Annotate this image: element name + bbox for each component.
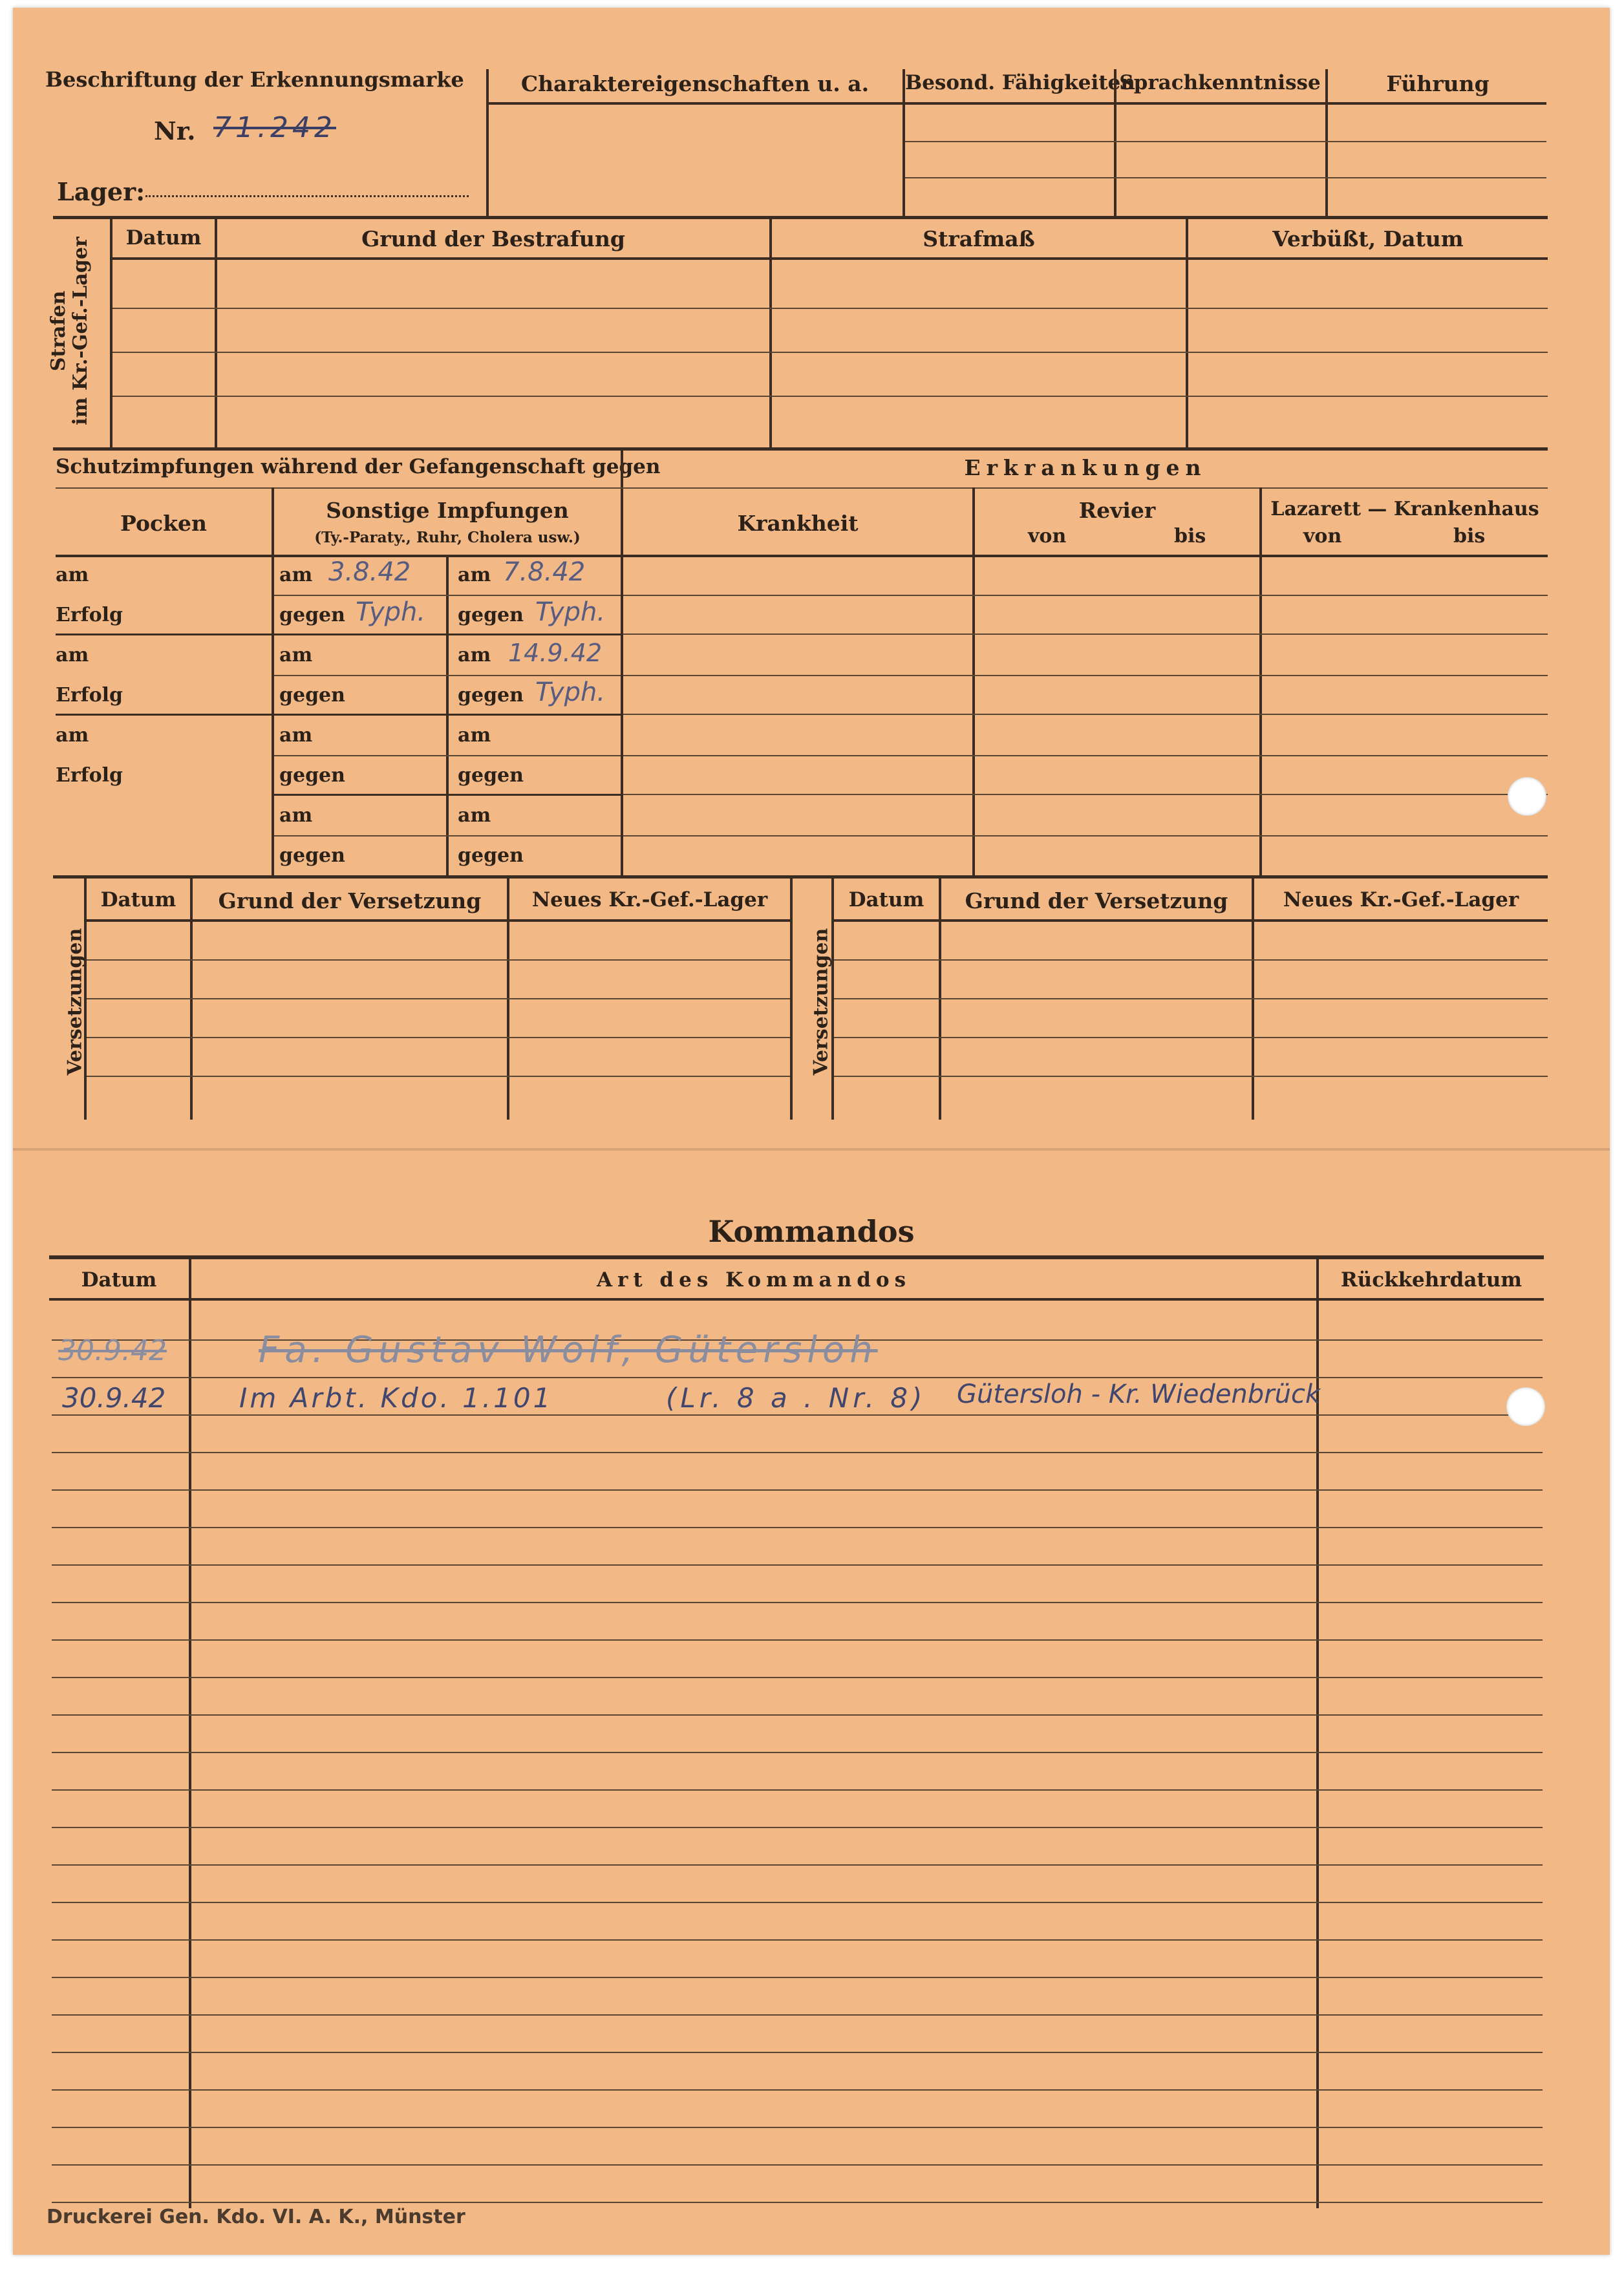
ruled-line — [52, 1977, 1543, 1978]
kommandos-art-header: Art des Kommandos — [596, 1268, 912, 1292]
ruled-line — [52, 1414, 1543, 1416]
ruled-line — [52, 1452, 1543, 1453]
impf-l-gegen-1: gegen — [279, 604, 345, 626]
ruled-line — [52, 2014, 1543, 2016]
ruled-line — [52, 1789, 1543, 1791]
strafen-grund-header: Grund der Bestrafung — [361, 226, 625, 251]
pocken-am-2: am — [56, 644, 89, 666]
ruled-line — [52, 1489, 1543, 1491]
impf-r-gegen-1: gegen — [458, 604, 524, 626]
versetzungen-side-label-left: Versetzungen — [63, 928, 87, 1076]
ruled-line — [52, 1602, 1543, 1603]
revier-header: Revier — [1078, 498, 1156, 523]
impf-r-type-2: Typh. — [535, 677, 606, 707]
faehigkeiten-header: Besond. Fähigkeiten — [905, 71, 1135, 94]
vers-lager-left: Neues Kr.-Gef.-Lager — [531, 888, 768, 911]
impf-r-date-2: 14.9.42 — [508, 639, 603, 667]
tag-nr-value: 71.242 — [213, 111, 336, 144]
kommando-row-2-art-place: Gütersloh - Kr. Wiedenbrück — [957, 1380, 1321, 1409]
punch-hole-lower — [1506, 1387, 1545, 1426]
impf-l-am-1: am — [279, 564, 313, 586]
printer-imprint: Druckerei Gen. Kdo. VI. A. K., Münster — [47, 2206, 465, 2228]
ruled-line — [52, 1939, 1543, 1941]
impf-r-gegen-4: gegen — [458, 844, 524, 867]
impf-r-am-3: am — [458, 724, 491, 747]
sprachen-header: Sprachkenntnisse — [1119, 71, 1321, 94]
impf-l-am-4: am — [279, 804, 313, 827]
tag-nr-label: Nr. — [154, 116, 196, 145]
vers-datum-left: Datum — [100, 888, 176, 911]
lazarett-von: von — [1303, 525, 1342, 548]
sonstige-subheader: (Ty.-Paraty., Ruhr, Cholera usw.) — [314, 529, 581, 546]
impf-title: Schutzimpfungen während der Gefangenschaft gegen — [56, 455, 661, 478]
vers-lager-right: Neues Kr.-Gef.-Lager — [1283, 888, 1519, 911]
impf-r-am-1: am — [458, 564, 491, 586]
charakter-header: Charaktereigenschaften u. a. — [520, 71, 870, 96]
impf-l-date-1: 3.8.42 — [328, 557, 411, 587]
impf-l-gegen-3: gegen — [279, 764, 345, 787]
kommando-row-1-datum: 30.9.42 — [58, 1334, 167, 1367]
impf-l-am-3: am — [279, 724, 313, 747]
impf-r-gegen-2: gegen — [458, 684, 524, 707]
lager-dotted-line — [145, 195, 469, 197]
kommandos-title: Kommandos — [708, 1214, 915, 1249]
ruled-line — [52, 1639, 1543, 1641]
kommando-row-2-art-ref: (Lr. 8 a . Nr. 8) — [666, 1382, 926, 1414]
impf-r-gegen-3: gegen — [458, 764, 524, 787]
ruled-line — [52, 1527, 1543, 1528]
kommandos-rueckkehr-header: Rückkehrdatum — [1340, 1268, 1522, 1292]
sonstige-header: Sonstige Impfungen — [326, 498, 569, 523]
impf-l-type-1: Typh. — [356, 597, 426, 627]
versetzungen-side-label-right: Versetzungen — [809, 928, 833, 1076]
ruled-line — [52, 1564, 1543, 1566]
ruled-line — [52, 1864, 1543, 1866]
revier-von: von — [1028, 525, 1067, 548]
pocken-header: Pocken — [120, 511, 207, 536]
pocken-am-1: am — [56, 564, 89, 586]
kommandos-datum-header: Datum — [81, 1268, 157, 1292]
revier-bis: bis — [1174, 525, 1206, 548]
kommando-row-1-art: Fa. Gustav Wolf, Gütersloh — [259, 1329, 878, 1371]
pocken-erfolg-2: Erfolg — [56, 684, 123, 707]
ruled-line — [52, 2164, 1543, 2166]
erkrankungen-title: Erkrankungen — [964, 455, 1207, 480]
impf-r-am-4: am — [458, 804, 491, 827]
impf-l-gegen-2: gegen — [279, 684, 345, 707]
impf-r-type-1: Typh. — [535, 597, 606, 627]
lager-label: Lager: — [57, 177, 145, 206]
pocken-am-3: am — [56, 724, 89, 747]
lazarett-bis: bis — [1453, 525, 1486, 548]
ruled-line — [52, 2052, 1543, 2053]
tag-title: Beschriftung der Erkennungsmarke — [45, 67, 464, 92]
impf-r-date-1: 7.8.42 — [503, 557, 586, 587]
kommando-row-2-art: Im Arbt. Kdo. 1.101 — [239, 1382, 553, 1414]
pocken-erfolg-3: Erfolg — [56, 764, 123, 787]
ruled-line — [52, 1752, 1543, 1753]
strafen-verbuesst-header: Verbüßt, Datum — [1272, 226, 1464, 251]
lazarett-header: Lazarett — Krankenhaus — [1270, 498, 1539, 520]
strafen-datum-header: Datum — [125, 226, 202, 250]
impf-l-gegen-4: gegen — [279, 844, 345, 867]
ruled-line — [52, 1677, 1543, 1678]
pow-record-card — [13, 8, 1610, 2255]
punch-hole-upper — [1508, 777, 1546, 816]
krankheit-header: Krankheit — [737, 511, 859, 536]
fuehrung-header: Führung — [1386, 71, 1490, 96]
ruled-line — [52, 2089, 1543, 2091]
impf-r-am-2: am — [458, 644, 491, 666]
pocken-erfolg-1: Erfolg — [56, 604, 123, 626]
ruled-line — [52, 2127, 1543, 2128]
fold-line — [13, 1148, 1610, 1151]
vers-grund-left: Grund der Versetzung — [218, 888, 482, 913]
strafen-strafmass-header: Strafmaß — [923, 226, 1035, 251]
ruled-line — [52, 1902, 1543, 1903]
vers-grund-right: Grund der Versetzung — [965, 888, 1228, 913]
kommando-row-2-datum: 30.9.42 — [62, 1382, 166, 1414]
impf-l-am-2: am — [279, 644, 313, 666]
ruled-line — [52, 2202, 1543, 2203]
ruled-line — [52, 1714, 1543, 1716]
ruled-line — [52, 1827, 1543, 1828]
strafen-side-label: Strafen im Kr.-Gef.-Lager — [47, 237, 92, 425]
ruled-line — [52, 1377, 1543, 1378]
vers-datum-right: Datum — [848, 888, 924, 911]
